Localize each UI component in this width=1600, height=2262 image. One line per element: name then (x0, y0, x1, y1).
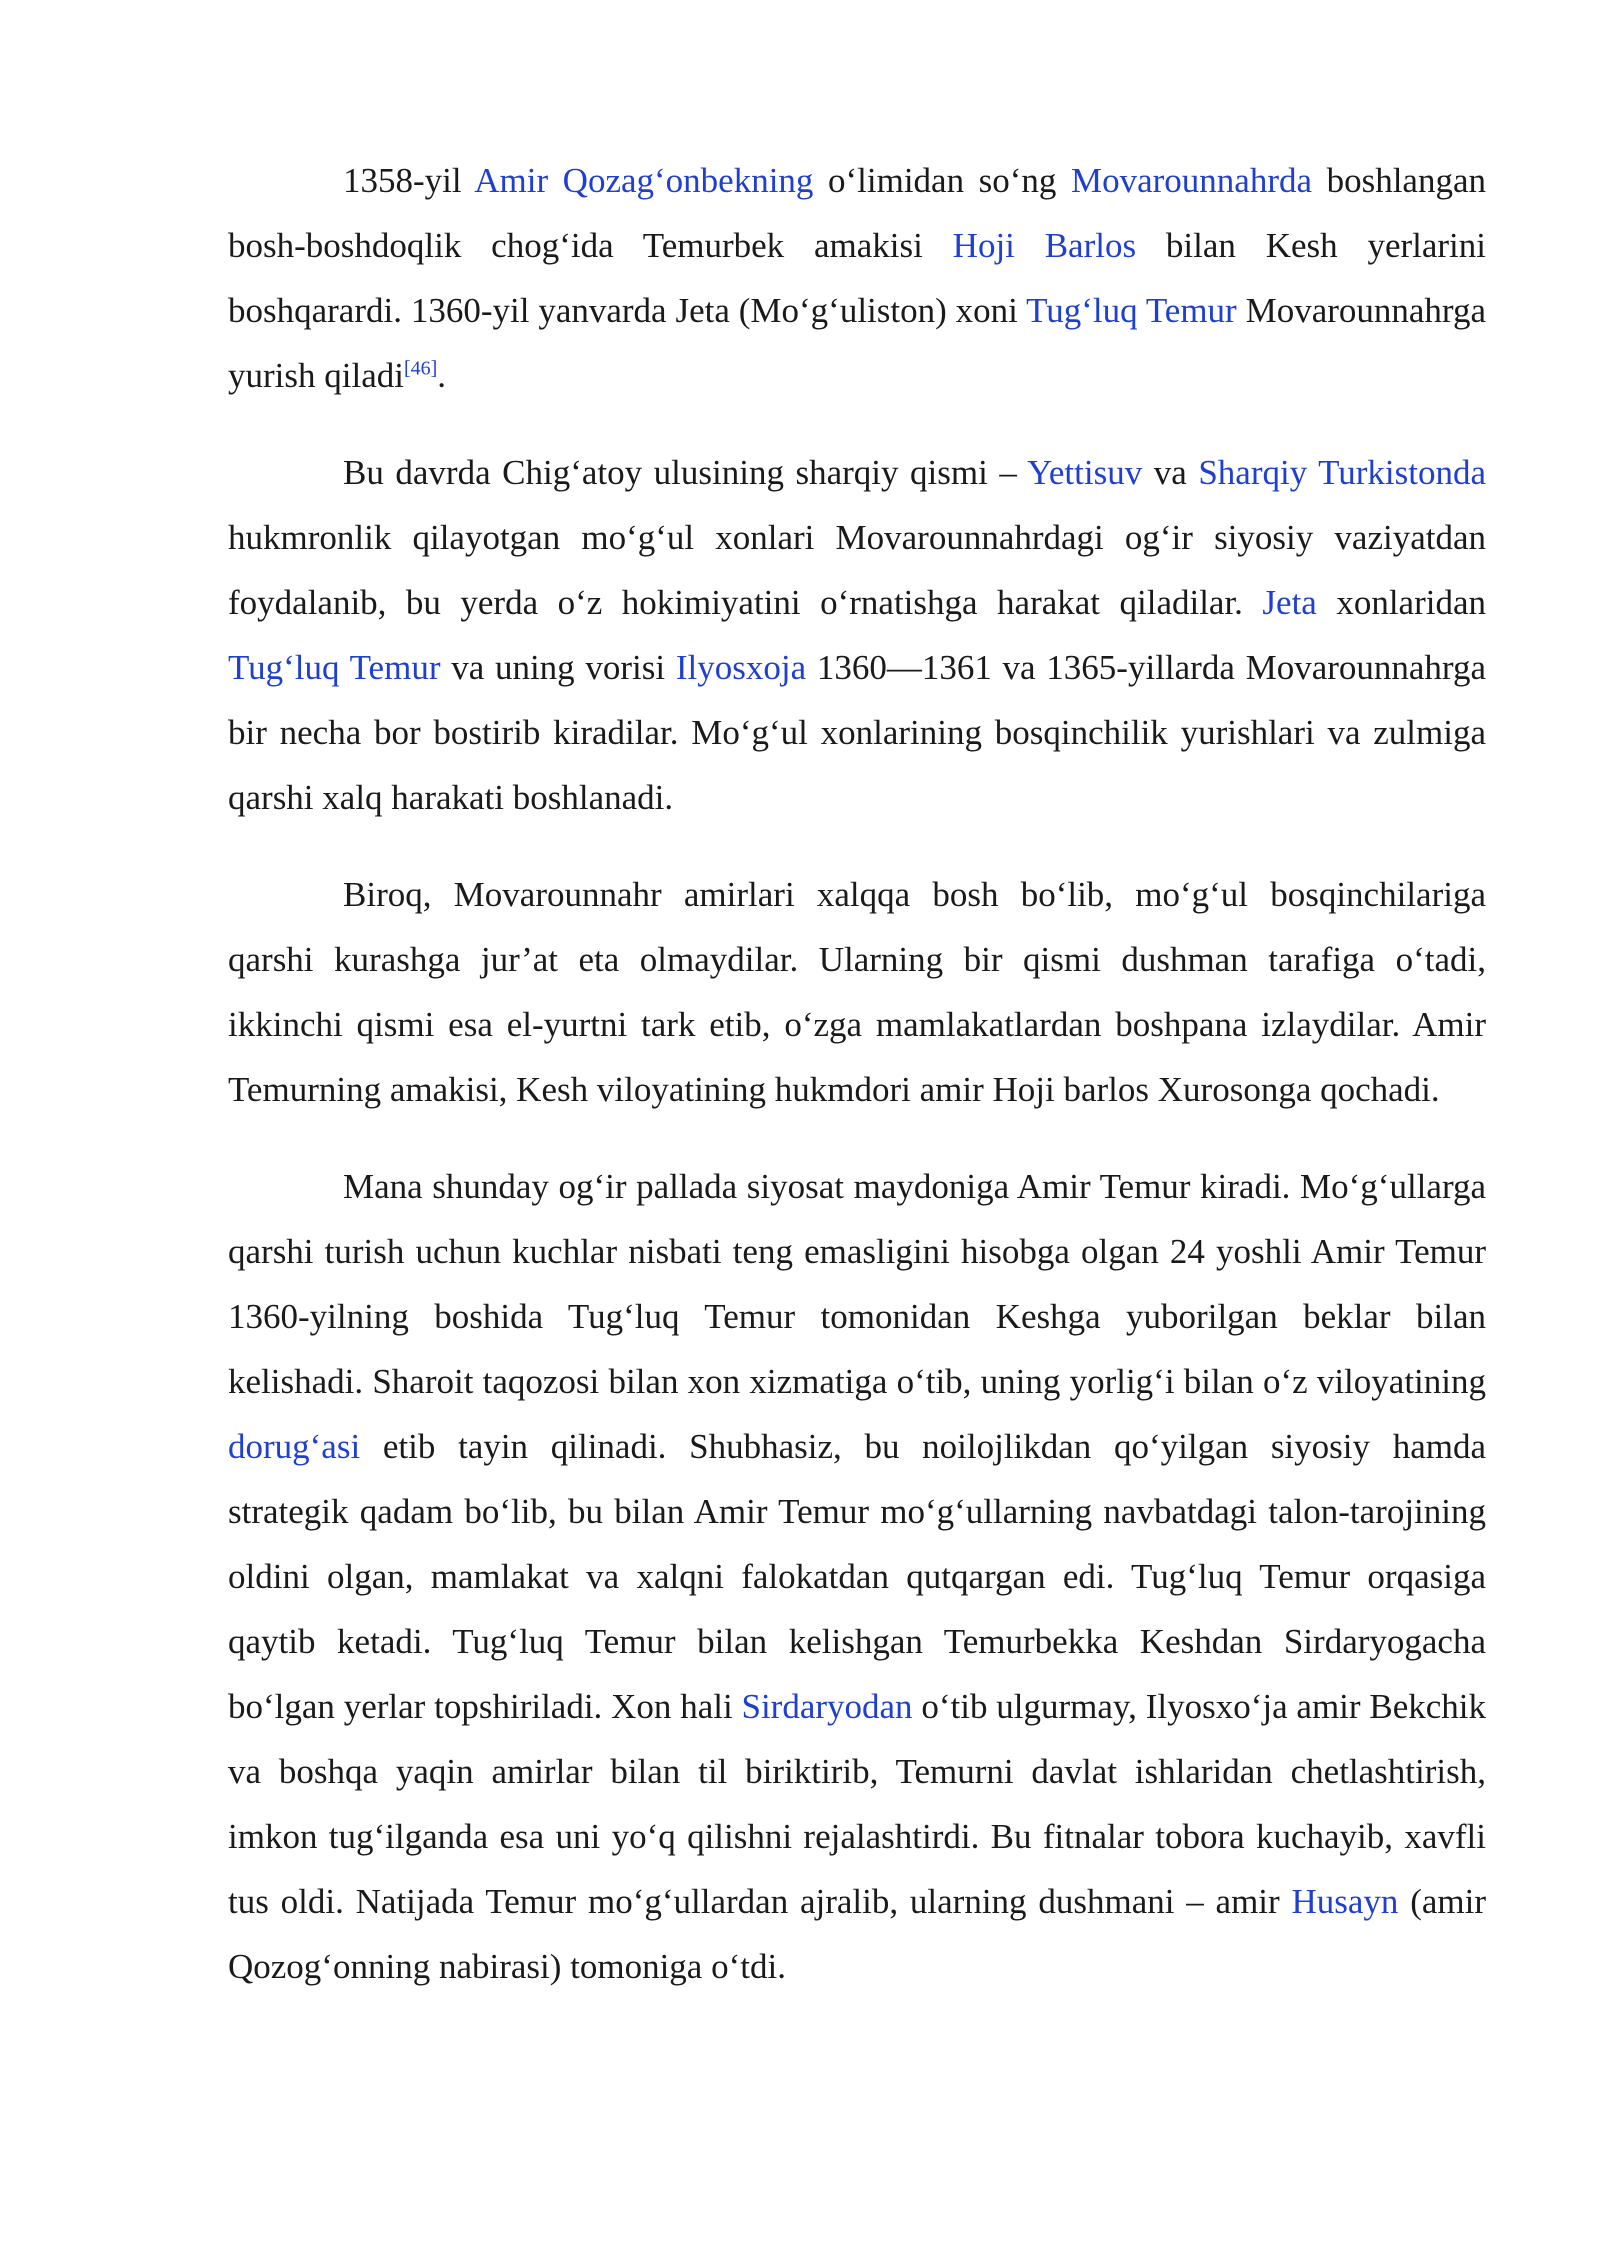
paragraph-text: 1360—1361 va 1365-yillarda Movarounnahrga bir necha bor bostirib kiradilar. Mo‘g‘ul xonlarining bosqinchilik yurishlari va zulmiga qarshi xalq harakati boshlanadi. (228, 648, 1486, 817)
link-sharqiy-turkiston[interactable]: Sharqiy Turkistonda (1198, 453, 1486, 492)
paragraph (228, 148, 1486, 408)
link-husayn[interactable]: Husayn (1291, 1882, 1399, 1921)
link-hoji-barlos[interactable]: Hoji Barlos (952, 226, 1137, 265)
link-movarounnahr[interactable]: Movarounnahrda (1070, 161, 1313, 200)
paragraph-text: bilan Kesh yerlarini boshqarardi. 1360-yil yanvarda Jeta (Mo‘g‘uliston) xoni (228, 226, 1486, 330)
paragraph-text: etib tayin qilinadi. Shubhasiz, bu noilojlikdan qo‘yilgan siyosiy hamda strategik qadam bo‘lib, bu bilan Amir Temur mo‘g‘ullarning navbatdagi talon-tarojining oldini olgan, mamlakat va xalqni falokatdan qutqargan edi. Tug‘luq Temur orqasiga qaytib ketadi. Tug‘luq Temur bilan kelishgan Temurbekka Keshdan Sirdaryogacha bo‘lgan yerlar topshiriladi. Xon hali (228, 1427, 1486, 1726)
paragraph-text: xonlaridan (1316, 583, 1486, 622)
paragraph-text: . (437, 356, 447, 395)
link-sirdaryo[interactable]: Sirdaryodan (741, 1687, 913, 1726)
paragraph-text: o‘tib ulgurmay, Ilyosxo‘ja amir Bekchik va boshqa yaqin amirlar bilan til biriktirib, Temurni davlat ishlaridan chetlashtirish, imkon tug‘ilganda esa uni yo‘q qilishni rejalashtirdi. Bu fitnalar tobora kuchayib, xavfli tus oldi. Natijada Temur mo‘g‘ullardan ajralib, ularning dushmani – amir (228, 1687, 1486, 1921)
paragraph-text: (amir Qozog‘onning nabirasi) tomoniga o‘tdi. (228, 1882, 1487, 1986)
paragraph-text: Biroq, Movarounnahr amirlari xalqqa bosh bo‘lib, mo‘g‘ul bosqinchilariga qarshi kurashga jur’at eta olmaydilar. Ularning bir qismi dushman tarafiga o‘tadi, ikkinchi qismi esa el-yurtni tark etib, o‘zga mamlakatlardan boshpana izlaydilar. Amir Temurning amakisi, Kesh viloyatining hukmdori amir Hoji barlos Xurosonga qochadi. (228, 875, 1486, 1109)
footnote-marker (404, 357, 437, 379)
paragraph-text: Movarounnahrga yurish qiladi (228, 291, 1486, 395)
article-body (228, 148, 1486, 2031)
paragraph-text: boshlangan bosh-boshdoqlik chog‘ida Temurbek amakisi (228, 161, 1486, 265)
paragraph-text: o‘limidan so‘ng (813, 161, 1071, 200)
paragraph (228, 862, 1486, 1122)
link-yettisuv[interactable]: Yettisuv (1027, 453, 1143, 492)
paragraph-text: Bu davrda Chig‘atoy ulusining sharqiy qismi – (343, 453, 1028, 492)
link-jeta[interactable]: Jeta (1262, 583, 1317, 622)
link-dorugasi[interactable]: dorug‘asi (228, 1427, 361, 1466)
paragraph-text: va (1142, 453, 1199, 492)
paragraph-text: 1358-yil (343, 161, 475, 200)
paragraph-text: hukmronlik qilayotgan mo‘g‘ul xonlari Movarounnahrdagi og‘ir siyosiy vaziyatdan foydalanib, bu yerda o‘z hokimiyatini o‘rnatishga harakat qiladilar. (228, 518, 1486, 622)
link-tugluq-temur[interactable]: Tug‘luq Temur (1026, 291, 1237, 330)
link-ilyosxoja[interactable]: Ilyosxoja (675, 648, 807, 687)
link-amir-qozagonbek[interactable]: Amir Qozag‘onbekning (474, 161, 814, 200)
link-tugluq-temur[interactable]: Tug‘luq Temur (228, 648, 441, 687)
footnote-ref-46[interactable]: [46] (403, 357, 438, 380)
paragraph-text: va uning vorisi (440, 648, 676, 687)
paragraph (228, 1154, 1486, 1999)
paragraph-text: Mana shunday og‘ir pallada siyosat maydoniga Amir Temur kiradi. Mo‘g‘ullarga qarshi turish uchun kuchlar nisbati teng emasligini hisobga olgan 24 yoshli Amir Temur 1360-yilning boshida Tug‘luq Temur tomonidan Keshga yuborilgan beklar bilan kelishadi. Sharoit taqozosi bilan xon xizmatiga o‘tib, uning yorlig‘i bilan o‘z viloyatining (228, 1167, 1486, 1401)
paragraph (228, 440, 1486, 830)
